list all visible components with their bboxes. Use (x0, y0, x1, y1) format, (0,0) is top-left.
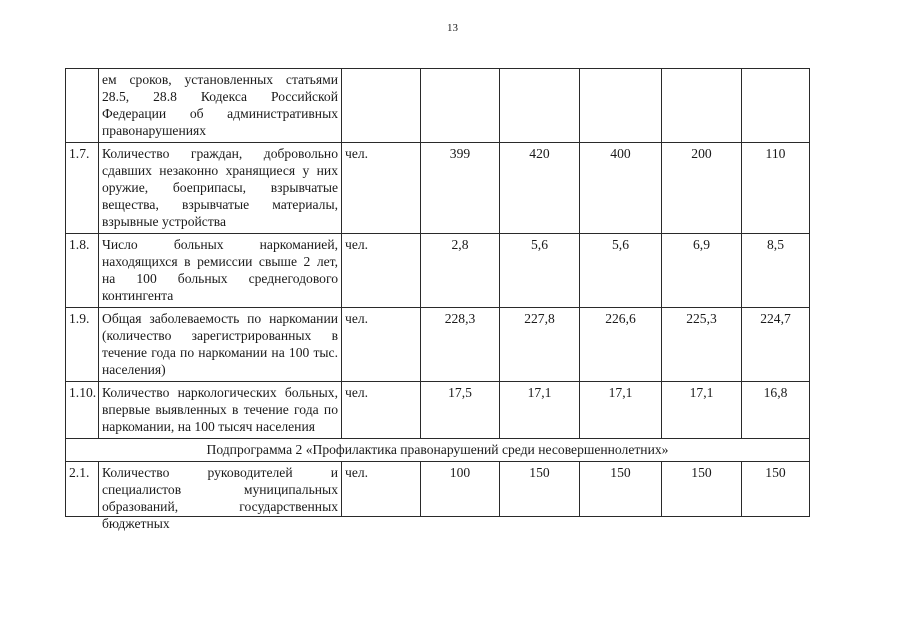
row-value: 227,8 (500, 308, 580, 382)
row-unit: чел. (342, 308, 421, 382)
row-description (99, 462, 342, 531)
indicators-table (65, 68, 810, 531)
table-row (66, 382, 810, 439)
row-description: Общая заболеваемость по наркомании (количество зарегистрированных в течение года по наркомании на 100 тыс. населения) (99, 308, 342, 382)
row-number (66, 69, 99, 143)
row-value (500, 69, 580, 143)
row-value: 100 (421, 462, 500, 517)
row-value: 8,5 (742, 234, 810, 308)
row-value: 399 (421, 143, 500, 234)
page-number: 13 (447, 22, 458, 34)
row-description: Количество наркологических больных, впервые выявленных в течение года по наркомании, на 100 тысяч населения (99, 382, 342, 439)
section-heading: Подпрограмма 2 «Профилактика правонарушений среди несовершеннолетних» (66, 439, 810, 462)
row-unit (342, 69, 421, 143)
row-value: 224,7 (742, 308, 810, 382)
row-description: ем сроков, установленных статьями 28.5, 28.8 Кодекса Российской Федерации об административных правонарушениях (99, 69, 342, 143)
row-number: 1.7. (66, 143, 99, 234)
row-value (421, 69, 500, 143)
row-value: 16,8 (742, 382, 810, 439)
row-description: Число больных наркоманией, находящихся в ремиссии свыше 2 лет, на 100 больных среднегодового контингента (99, 234, 342, 308)
row-unit: чел. (342, 382, 421, 439)
row-value: 17,1 (662, 382, 742, 439)
row-number: 2.1. (66, 462, 99, 517)
row-value: 226,6 (580, 308, 662, 382)
row-unit: чел. (342, 462, 421, 517)
row-value (662, 69, 742, 143)
row-description-text: Количество руководителей и специалистов муниципальных образований, государственных бюджетных (102, 465, 338, 531)
row-value: 17,1 (500, 382, 580, 439)
row-number: 1.10. (66, 382, 99, 439)
row-value: 228,3 (421, 308, 500, 382)
row-unit: чел. (342, 234, 421, 308)
row-value: 225,3 (662, 308, 742, 382)
row-value: 17,5 (421, 382, 500, 439)
row-value: 5,6 (500, 234, 580, 308)
row-value: 400 (580, 143, 662, 234)
table-row (66, 462, 810, 517)
table-row-continuation (66, 69, 810, 143)
row-value (580, 69, 662, 143)
row-number: 1.9. (66, 308, 99, 382)
row-value: 150 (580, 462, 662, 517)
row-value: 200 (662, 143, 742, 234)
row-value: 5,6 (580, 234, 662, 308)
row-unit: чел. (342, 143, 421, 234)
row-value: 150 (500, 462, 580, 517)
row-description: Количество граждан, добровольно сдавших незаконно хранящиеся у них оружие, боеприпасы, взрывчатые вещества, взрывчатые материалы, взрывные устройства (99, 143, 342, 234)
row-value: 17,1 (580, 382, 662, 439)
section-heading-row (66, 439, 810, 462)
row-number: 1.8. (66, 234, 99, 308)
row-value: 6,9 (662, 234, 742, 308)
table-row (66, 234, 810, 308)
row-value: 150 (742, 462, 810, 517)
row-value: 420 (500, 143, 580, 234)
row-value: 110 (742, 143, 810, 234)
row-value: 2,8 (421, 234, 500, 308)
row-value: 150 (662, 462, 742, 517)
row-value (742, 69, 810, 143)
table-row (66, 308, 810, 382)
table-row (66, 143, 810, 234)
